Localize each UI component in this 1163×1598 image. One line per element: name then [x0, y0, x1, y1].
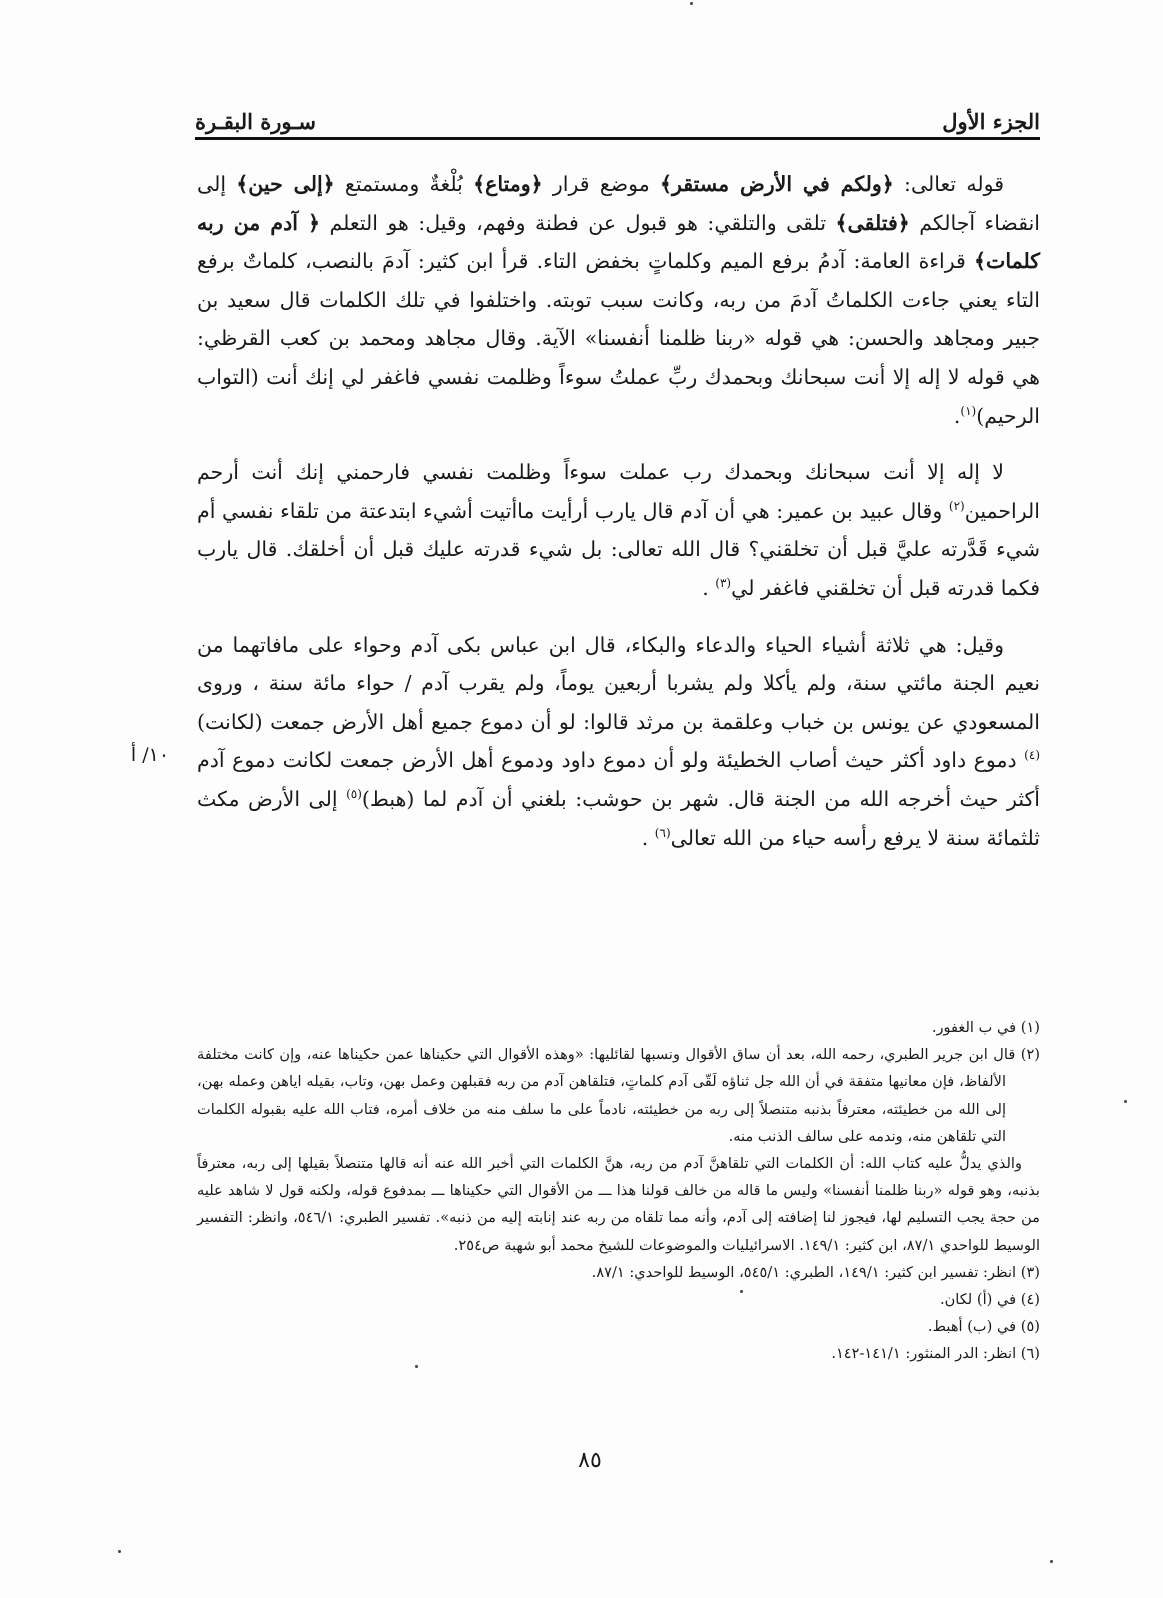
text-run: لا إله إلا أنت سبحانك وبحمدك رب عملت سوءاً وظلمت نفسي فارحمني إنك أنت أرحم الراحمين	[197, 460, 1040, 523]
quran-quote: ﴿فتلقى﴾	[835, 210, 910, 235]
footnote-ref: (٤)	[1024, 748, 1040, 763]
text-run: دموع داود أكثر حيث أصاب الخطيئة ولو أن دموع داود ودموع أهل الأرض جمعت لكانت دموع آدم أكثر حيث أخرجه الله من الجنة قال. شهر بن حوشب: بلغني أن آدم لما (هبط)	[197, 748, 1040, 811]
footnotes	[197, 1014, 1040, 1368]
scan-speck	[118, 1550, 121, 1553]
text-run: بُلْغةٌ ومستمتع	[334, 172, 474, 196]
text-run: .	[641, 825, 655, 850]
manuscript-folio-note: ١٠/ أ	[130, 744, 170, 766]
footnote-ref: (٣)	[715, 576, 732, 591]
text-run: .	[702, 575, 716, 600]
text-run: موضع قرار	[542, 172, 660, 196]
text-run: قراءة العامة: آدمُ برفع الميم وكلماتٍ بخفض التاء. قرأ ابن كثير: آدمَ بالنصب، كلماتٌ برفع التاء يعني جاءت الكلماتُ آدمَ من ربه، وكانت سبب توبته. واختلفوا في تلك الكلمات قال سعيد بن جبير ومجاهد والحسن: هي قوله «ربنا ظلمنا أنفسنا» الآية. وقال مجاهد ومحمد بن كعب القرظي: هي قوله لا إله إلا أنت سبحانك وبحمدك ربِّ عملتُ سوءاً وظلمت نفسي فاغفر لي إنك أنت (التواب الرحيم)	[197, 249, 1040, 428]
footnote-5: (٥) في (ب) أهبط.	[927, 1318, 1040, 1336]
paragraph-2	[197, 453, 1040, 607]
footnote-2-continued: والذي يدلُّ عليه كتاب الله: أن الكلمات التي تلقاهنَّ آدم من ربه، هنَّ الكلمات التي أخبر الله عنه أنه قالها متنصلاً بقيلها إلى ربه، معترفاً بذنبه، وهو قوله «ربنا ظلمنا أنفسنا» وليس ما قاله من خالف قولنا هذا ـــ من الأقوال التي حكيناها ـــ بمدفوع قوله، ولكنه قول لا شاهد عليه من حجة يجب التسليم لها، فيجوز لنا إضافته إلى آدم، وأنه مما تلقاه من ربه عند إنابته إليه من ذنبه». تفسير الطبري: ٥٤٦/١، وانظر: التفسير الوسيط للواحدي ٨٧/١، ابن كثير: ١٤٩/١. الاسرائيليات والموضوعات للشيخ محمد أبو شهبة ص٢٥٤.	[197, 1155, 1040, 1254]
scan-speck	[1050, 1560, 1053, 1563]
scan-speck	[740, 1290, 743, 1293]
footnote-3: (٣) انظر: تفسير ابن كثير: ١٤٩/١، الطبري: ٥٤٥/١، الوسيط للواحدي: ٨٧/١.	[591, 1263, 1040, 1281]
quran-quote: ﴿إلى حين﴾	[236, 172, 335, 196]
header-rule	[195, 137, 1040, 140]
footnote-ref: (١)	[960, 403, 977, 418]
page-number: ٨٥	[578, 1448, 602, 1473]
footnote-2: (٢) قال ابن جرير الطبري، رحمه الله، بعد أن ساق الأقوال ونسبها لقائليها: «وهذه الأقوال التي حكيناها عمن حكيناها عنه، وإن كانت مختلفة الألفاظ، فإن معانيها متفقة في أن الله جل ثناؤه لَقّى آدم كلماتٍ، فتلقاهن آدم من ربه فقبلهن وعمل بهن، وتاب، بقيله اياهن وعمله بهن، إلى الله من خطيئته، معترفاً بذنبه متنصلاً إلى ربه من خطيئته، نادماً على ما سلف منه من خلاف أمره، فتاب الله عليه بقبوله الكلمات التي تلقاهن منه، وندمه على سالف الذنب منه.	[197, 1046, 1040, 1145]
footnote-6: (٦) انظر: الدر المنثور: ١٤١/١-١٤٢.	[831, 1345, 1040, 1363]
quran-quote: ﴿ آدم من ربه كلمات﴾	[197, 210, 1040, 274]
scan-speck	[415, 1365, 418, 1368]
scan-speck	[690, 2, 693, 5]
surah-title: سـورة البقـرة	[195, 109, 316, 134]
footnote-1: (١) في ب الغفور.	[931, 1019, 1040, 1036]
footnote-ref: (٢)	[948, 498, 965, 513]
footnote-4: (٤) في (أ) لكان.	[939, 1291, 1040, 1309]
text-run: إلى الأرض مكث ثلثمائة سنة لا يرفع رأسه حياء من الله تعالى	[197, 786, 1040, 850]
footnote-ref: (٥)	[346, 787, 362, 802]
paragraph-1	[197, 165, 1040, 435]
quran-quote: ﴿ولكم في الأرض مستقر﴾	[659, 172, 894, 196]
text-run: إلى انقضاء آجالكم	[197, 172, 1040, 235]
text-run: .	[953, 403, 961, 428]
running-header	[195, 98, 1040, 134]
volume-title: الجزء الأول	[942, 109, 1040, 134]
text-run: وقيل: هي ثلاثة أشياء الحياء والدعاء والبكاء، قال ابن عباس بكى آدم وحواء على مافاتهما من نعيم الجنة مائتي سنة، ولم يأكلا ولم يشربا أربعين يوماً، ولم يقرب آدم / حواء مائة سنة ، وروى المسعودي عن يونس بن خباب وعلقمة بن مرثد قالوا: لو أن دموع جميع أهل الأرض جمعت (لكانت)	[197, 632, 1040, 734]
paragraph-3	[197, 626, 1040, 858]
scan-speck	[1124, 1100, 1127, 1103]
main-text	[197, 165, 1040, 857]
quran-quote: ﴿ومتاع﴾	[473, 172, 543, 196]
text-run: قوله تعالى:	[893, 172, 1005, 196]
text-run: وقال عبيد بن عمير: هي أن آدم قال يارب أرأيت ماأتيت أشيء ابتدعتة من تلقاء نفسي أم شيء قَدَّرته عليَّ قبل أن تخلقني؟ قال الله تعالى: بل شيء قدرته عليك قبل أن أخلقك. قال يارب فكما قدرته قبل أن تخلقني فاغفر لي	[197, 498, 1040, 600]
footnote-ref: (٦)	[654, 825, 671, 840]
text-run: تلقى والتلقي: هو قبول عن فطنة وفهم، وقيل: هو التعلم	[320, 210, 836, 235]
